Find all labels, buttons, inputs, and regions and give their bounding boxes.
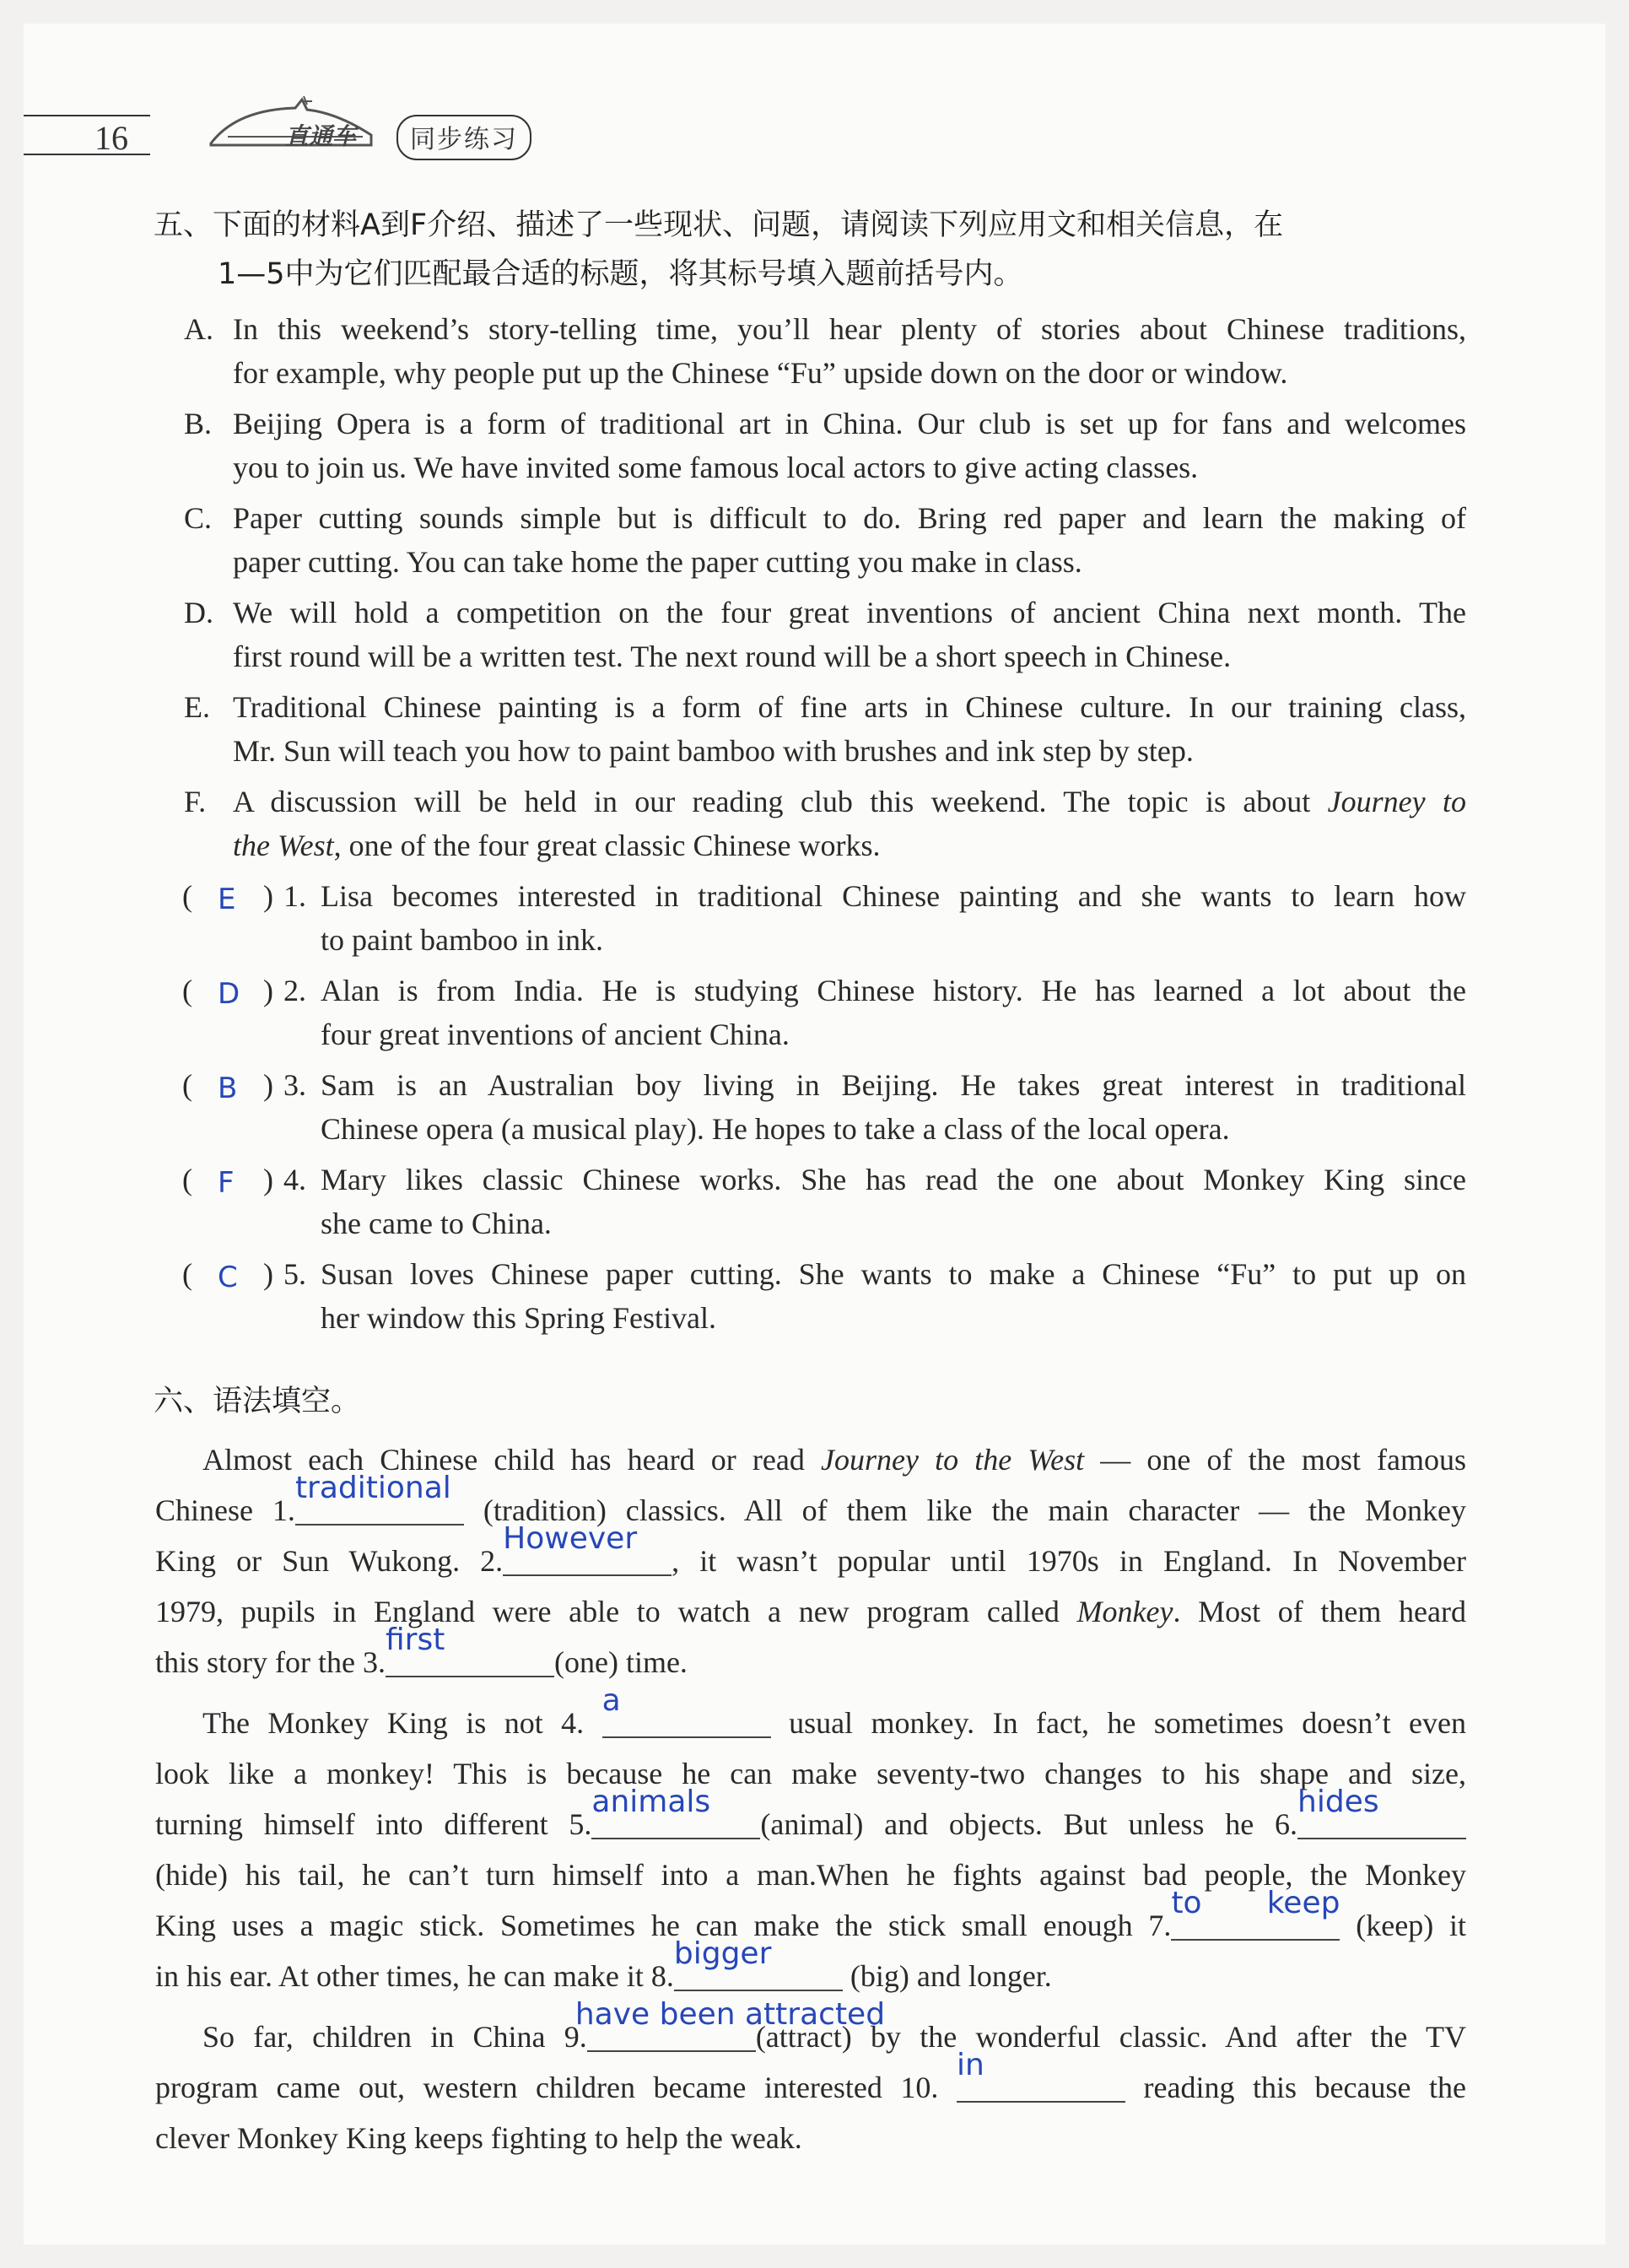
option-text: you to join us. We have invited some famous local actors to give acting classes. xyxy=(233,451,1199,484)
question-number: 3. xyxy=(283,1068,306,1102)
blank-2 xyxy=(503,1521,672,1576)
series-char: 练 xyxy=(464,125,489,154)
option-letter: C. xyxy=(184,501,213,535)
passage-text: (hide) his tail, he can’t turn himself into a man.When he fights against bad people, the Monkey xyxy=(155,1858,1466,1892)
passage-text: look like a monkey! This is because he can make seventy-two changes to his shape and size, xyxy=(155,1757,1466,1790)
blank-answer: hides xyxy=(1297,1785,1379,1819)
blank-9 xyxy=(574,1997,886,2052)
passage-text: King uses a magic stick. Sometimes he can make the stick small enough 7. xyxy=(155,1909,1172,1942)
passage-text: King or Sun Wukong. 2. xyxy=(155,1544,504,1578)
section6-heading: 六、语法填空。 xyxy=(154,1385,361,1418)
option-letter: B. xyxy=(184,407,213,440)
question-5 xyxy=(182,1252,1466,1340)
paren-close: ) xyxy=(263,1257,273,1291)
passage-text: — one of the most famous xyxy=(1084,1443,1466,1477)
option-a xyxy=(184,307,1466,395)
passage-text: So far, children in China 9. xyxy=(202,2020,587,2054)
blank-answer: bigger xyxy=(673,1936,772,1971)
option-c xyxy=(184,496,1466,584)
blank-answer: to keep xyxy=(1171,1886,1340,1920)
passage-text: Chinese 1. xyxy=(155,1493,295,1527)
passage-text: usual monkey. In fact, he sometimes doesn’t even xyxy=(770,1706,1466,1740)
question-text: four great inventions of ancient China. xyxy=(321,1018,790,1051)
paren-close: ) xyxy=(263,1163,273,1196)
page-header xyxy=(0,0,1629,169)
passage-text: (keep) it xyxy=(1340,1909,1467,1942)
option-b xyxy=(184,402,1466,489)
question-number: 1. xyxy=(283,879,306,913)
question-number: 4. xyxy=(283,1163,306,1196)
cloze-paragraph-1 xyxy=(155,1434,1466,1688)
logo-text: 直通车 xyxy=(285,122,357,150)
passage-text: reading this because the xyxy=(1125,2071,1466,2104)
passage-text: (big) and longer. xyxy=(842,1959,1052,1993)
option-f xyxy=(184,780,1466,867)
question-text: to paint bamboo in ink. xyxy=(321,923,603,957)
blank-7 xyxy=(1171,1886,1340,1941)
passage-text: , it wasn’t popular until 1970s in England. In November xyxy=(672,1544,1466,1578)
question-text: her window this Spring Festival. xyxy=(321,1301,716,1335)
option-letter: D. xyxy=(184,596,213,629)
option-letter: E. xyxy=(184,690,210,724)
series-label xyxy=(396,115,531,160)
option-letter: A. xyxy=(184,312,213,346)
paren-open: ( xyxy=(182,1068,192,1102)
paren-close: ) xyxy=(263,879,273,913)
passage-text: Almost each Chinese child has heard or read xyxy=(202,1443,822,1477)
section5-heading-line2: 1—5中为它们匹配最合适的标题，将其标号填入题前括号内。 xyxy=(218,257,1023,291)
passage-text: . Most of them heard xyxy=(1173,1595,1466,1628)
question-2 xyxy=(182,969,1466,1056)
blank-3 xyxy=(385,1623,554,1677)
question-text: Sam is an Australian boy living in Beijing. He takes great interest in traditional xyxy=(321,1068,1466,1102)
passage-text: (animal) and objects. But unless he 6. xyxy=(760,1807,1297,1841)
blank-answer: However xyxy=(503,1521,638,1556)
blank-answer: first xyxy=(385,1623,445,1657)
blank-5 xyxy=(591,1785,760,1839)
option-d xyxy=(184,591,1466,678)
question-text: she came to China. xyxy=(321,1207,552,1240)
blank-answer: animals xyxy=(591,1785,711,1819)
answer-mark: C xyxy=(218,1261,238,1294)
cloze-paragraph-3 xyxy=(155,1997,1466,2163)
passage-text: this story for the 3. xyxy=(155,1645,386,1679)
option-text: We will hold a competition on the four great inventions of ancient China next month. The xyxy=(233,596,1466,629)
answer-mark: E xyxy=(218,883,236,916)
question-3 xyxy=(182,1063,1466,1151)
option-text: Mr. Sun will teach you how to paint bamboo with brushes and ink step by step. xyxy=(233,734,1194,768)
blank-1 xyxy=(294,1471,464,1526)
question-number: 2. xyxy=(283,974,306,1007)
option-text: In this weekend’s story-telling time, you’ll hear plenty of stories about Chinese traditions, xyxy=(233,312,1466,346)
passage-text: program came out, western children became interested 10. xyxy=(155,2071,957,2104)
paren-close: ) xyxy=(263,1068,273,1102)
option-text: paper cutting. You can take home the paper cutting you make in class. xyxy=(233,545,1082,579)
answer-mark: B xyxy=(218,1072,238,1105)
blank-answer: a xyxy=(601,1683,621,1718)
question-1 xyxy=(182,874,1466,962)
passage-text: The Monkey King is not 4. xyxy=(202,1706,602,1740)
blank-8 xyxy=(673,1936,843,1991)
option-text: first round will be a written test. The next round will be a short speech in Chinese. xyxy=(233,640,1232,673)
option-text: for example, why people put up the Chinese “Fu” upside down on the door or window. xyxy=(233,356,1288,390)
passage-text: in his ear. At other times, he can make it 8. xyxy=(155,1959,674,1993)
passage-text: (one) time. xyxy=(553,1645,688,1679)
option-e xyxy=(184,685,1466,773)
blank-answer: have been attracted xyxy=(574,1997,886,2032)
page-number-rule xyxy=(24,115,150,155)
answer-mark: F xyxy=(218,1166,235,1200)
cloze-paragraph-2 xyxy=(155,1683,1467,2001)
option-letter: F. xyxy=(184,785,207,818)
series-char: 步 xyxy=(437,125,462,154)
section5-heading xyxy=(154,201,1470,299)
paren-open: ( xyxy=(182,974,192,1007)
question-4 xyxy=(182,1158,1466,1245)
paren-open: ( xyxy=(182,1257,192,1291)
book-title: Journey to the West xyxy=(821,1443,1085,1477)
blank-4 xyxy=(601,1683,771,1738)
question-text: Alan is from India. He is studying Chinese history. He has learned a lot about the xyxy=(321,974,1466,1007)
option-text: Paper cutting sounds simple but is difficult to do. Bring red paper and learn the making of xyxy=(233,501,1466,535)
blank-answer: traditional xyxy=(294,1471,451,1505)
question-text: Mary likes classic Chinese works. She has read the one about Monkey King since xyxy=(321,1163,1466,1196)
book-title: Journey to xyxy=(1327,785,1466,818)
paren-open: ( xyxy=(182,879,192,913)
question-text: Lisa becomes interested in traditional Chinese painting and she wants to learn how xyxy=(321,879,1466,913)
book-title: the West xyxy=(233,829,334,862)
option-text: Beijing Opera is a form of traditional art in China. Our club is set up for fans and welcomes xyxy=(233,407,1466,440)
option-text: A discussion will be held in our reading club this weekend. The topic is about xyxy=(233,785,1328,818)
blank-10 xyxy=(956,2048,1125,2103)
paren-open: ( xyxy=(182,1163,192,1196)
option-text: Traditional Chinese painting is a form of fine arts in Chinese culture. In our training class, xyxy=(233,690,1466,724)
series-char: 习 xyxy=(491,125,516,154)
passage-text: (tradition) classics. All of them like the main character — the Monkey xyxy=(463,1493,1466,1527)
option-text: , one of the four great classic Chinese works. xyxy=(333,829,881,862)
paren-close: ) xyxy=(263,974,273,1007)
question-text: Susan loves Chinese paper cutting. She wants to make a Chinese “Fu” to put up on xyxy=(321,1257,1466,1291)
program-title: Monkey xyxy=(1076,1595,1173,1628)
passage-text: turning himself into different 5. xyxy=(155,1807,592,1841)
answer-mark: D xyxy=(218,977,240,1011)
series-char: 同 xyxy=(410,125,435,154)
blank-6 xyxy=(1297,1785,1466,1839)
blank-answer: in xyxy=(956,2048,984,2082)
passage-text: clever Monkey King keeps fighting to help the weak. xyxy=(155,2121,802,2155)
passage-text: 1979, pupils in England were able to watch a new program called xyxy=(155,1595,1077,1628)
section5-heading-line1: 五、下面的材料A到F介绍、描述了一些现状、问题，请阅读下列应用文和相关信息，在 xyxy=(154,208,1284,242)
question-number: 5. xyxy=(283,1257,306,1291)
page-number: 16 xyxy=(94,119,128,157)
question-text: Chinese opera (a musical play). He hopes to take a class of the local opera. xyxy=(321,1112,1230,1146)
passage-text: (attract) by the wonderful classic. And after the TV xyxy=(755,2020,1466,2054)
